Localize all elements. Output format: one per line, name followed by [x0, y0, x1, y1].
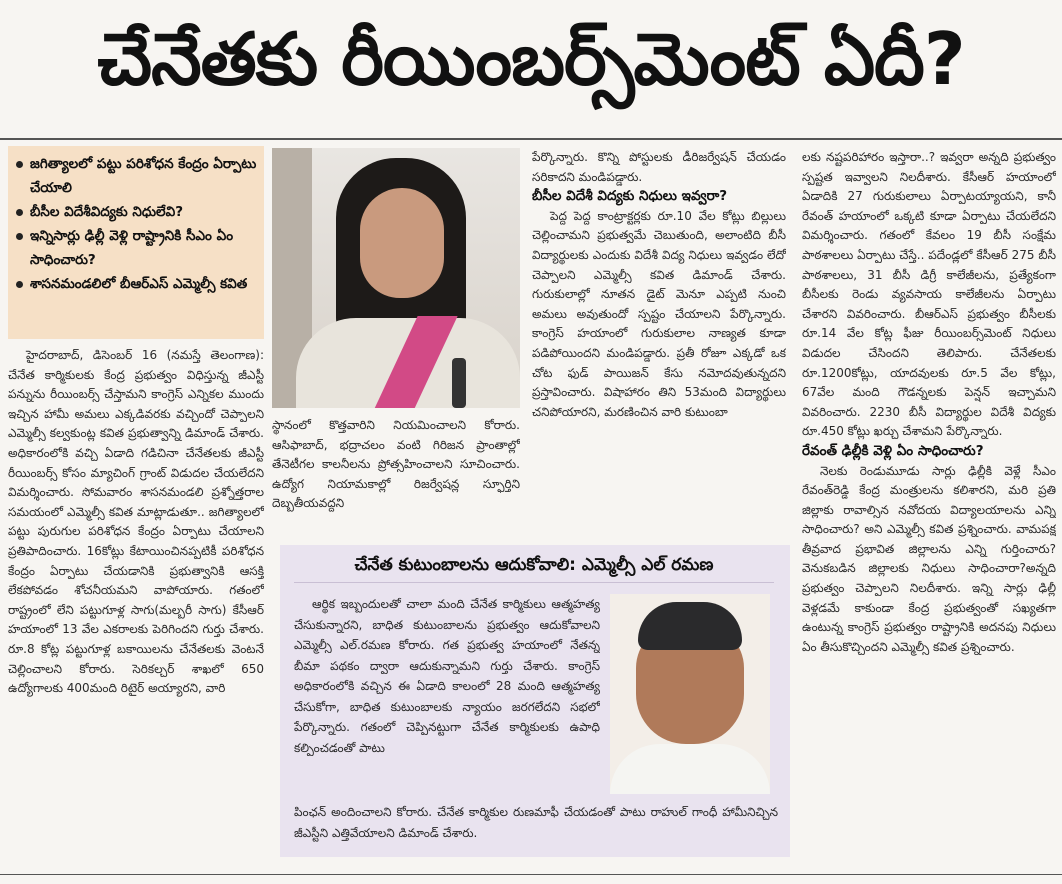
highlights-box — [8, 146, 264, 339]
subheading: రేవంత్ ఢిల్లీకి వెళ్లి ఏం సాధించారు? — [802, 442, 984, 459]
highlight-item: బీసీల విదేశీవిద్యకు నిధులేవి? — [14, 200, 258, 224]
highlight-item: శాసనమండలిలో బీఆర్ఎస్ ఎమ్మెల్సీ కవిత — [14, 272, 258, 296]
bottom-rule — [0, 874, 1062, 875]
sidebar-box-body — [294, 594, 600, 800]
article-body: స్థానంలో కొత్తవారిని నియమించాలని కోరారు. ఆసిఫాబాద్, భద్రాచలం వంటి గిరిజన ప్రాంతాల్లో తేనెటీగల కాలనీలను ప్రోత్సహించాలని సూచించారు. ఉద్యోగ నియామకాల్లో రిజర్వేషన్ల స్ఫూర్తిని దెబ్బతీయవద్దని — [272, 418, 520, 511]
article-column-2 — [272, 416, 520, 540]
ramana-photo — [610, 594, 770, 794]
article-body: పెద్ద పెద్ద కాంట్రాక్టర్లకు రూ.10 వేల కోట్లు బిల్లులు చెల్లించామని ప్రభుత్వమే చెబుతుంది, అలాంటిది బీసీ విద్యార్థులకు ఎందుకు విదేశీ విద్య నిధులు ఇవ్వడం లేదో చెప్పాలని ఎమ్మెల్సీ కవిత డిమాండ్ చేశారు. గురుకులాల్లో నూతన డైట్ మెనూ ఎప్పటి నుంచి అమలు అవుతుందో స్పష్టం చేయాలని పేర్కొన్నారు. కాంగ్రెస్ హయాంలో గురుకులాల నాణ్యత కూడా పడిపోయిందని మండిపడ్డారు. ప్రతీ రోజూ ఎక్కడో ఒక చోట ఫుడ్ పాయిజన్ కేసు నమోదవుతున్నదని ప్రస్తావించారు. విషాహారం తిని 53మంది విద్యార్థులు చనిపోయారని, మరణించిన వారి కుటుంబా — [532, 208, 786, 419]
headline: చేనేతకు రీయింబర్స్‌మెంట్ ఏదీ? — [97, 17, 965, 101]
highlight-item: ఇన్నిసార్లు ఢిల్లీ వెళ్లి రాష్ట్రానికి సీఎం ఏం సాధించారు? — [14, 224, 258, 272]
article-body: పేర్కొన్నారు. కొన్ని పోస్టులకు డీరిజర్వేషన్ చేయడం సరికాదని మండిపడ్డారు. — [532, 150, 786, 184]
article-column-1 — [8, 346, 264, 866]
sidebar-box-text: ఆర్థిక ఇబ్బందులతో చాలా మంది చేనేత కార్మికులు ఆత్మహత్య చేసుకున్నారని, బాధిత కుటుంబాలను ప్రభుత్వం ఆదుకోవాలని ఎమ్మెల్సీ ఎల్.రమణ కోరారు. గత ప్రభుత్వ హయాంలో నేతన్న బీమా పథకం ద్వారా ఆదుకున్నామని గుర్తు చేశారు. కాంగ్రెస్ అధికారంలోకి వచ్చిన ఈ ఏడాది కాలంలో 28 మంది ఆత్మహత్య చేసుకోగా, బాధిత కుటుంబాలకు న్యాయం జరగలేదని సభలో పేర్కొన్నారు. గతంలో చెప్పినట్టుగా చేనేత కార్మికులకు ఉపాధి కల్పించడంతో పాటు — [294, 597, 600, 755]
subheading: బీసీల విదేశీ విద్యకు నిధులు ఇవ్వరా? — [532, 188, 728, 205]
article-body: లకు నష్టపరిహారం ఇస్తారా..? ఇవ్వరా అన్నది ప్రభుత్వం స్పష్టత ఇవ్వాలని నిలదీశారు. కేసీఆర్ హయాంలో ఏడాదికి 27 గురుకులాలు ఏర్పాటయ్యాయని, కానీ రేవంత్ హయాంలో ఒక్కటి కూడా ఏర్పాటు చేయలేదని విమర్శించారు. గతంలో కేవలం 19 బీసీ సంక్షేమ పాఠశాలలు ఏర్పాటు చేస్తే.. పదేండ్లలో కేసీఆర్ 275 బీసీ పాఠశాలలు, 31 బీసీ డిగ్రీ కాలేజీలను, ప్రత్యేకంగా బీసీలకు రెండు వ్యవసాయ కాలేజీలను ఏర్పాటు చేశారని వివరించారు. బీఆర్ఎస్ ప్రభుత్వం బీసీలకు రూ.14 వేల కోట్ల ఫీజు రీయింబర్స్‌మెంట్ నిధులు విడుదల చేసిందని తెలిపారు. చేనేతలకు రూ.1200కోట్లు, యాదవులకు రూ.5 వేల కోట్లు, 67వేల మంది గౌడన్నలకు పెన్షన్ ఇచ్చామని వివరించారు. 2230 బీసీ విద్యార్థుల విదేశీ విద్యకు రూ.450 కోట్లు ఖర్చు చేశామని పేర్కొన్నారు. — [802, 150, 1056, 439]
sidebar-box-text: పింఛన్ అందించాలని కోరారు. చేనేత కార్మికుల రుణమాఫీ చేయడంతో పాటు రాహుల్ గాంధీ హామీనిచ్చిన జీఎస్టీని ఎత్తివేయాలని డిమాండ్ చేశారు. — [294, 805, 778, 840]
headline-divider — [0, 138, 1062, 140]
article-body: హైదరాబాద్, డిసెంబర్ 16 (నమస్తే తెలంగాణ): చేనేత కార్మికులకు కేంద్ర ప్రభుత్వం విధిస్తున్న జీఎస్టీ పన్నును రీయింబర్స్ చేస్తామని కాంగ్రెస్ ఎన్నికల ముందు ఇచ్చిన హామీ అమలు ఎక్కడివరకు వచ్చిందో చెప్పాలని ఎమ్మెల్సీ కల్వకుంట్ల కవిత ప్రభుత్వాన్ని డిమాండ్ చేశారు. అధికారంలోకి వచ్చి ఏడాది గడిచినా చేనేతలకు జీఎస్టీ రీయింబర్స్ కోసం మ్యాచింగ్ గ్రాంట్ విడుదల చేయలేదని విమర్శించారు. సోమవారం శాసనమండలి ప్రశ్నోత్తరాల సమయంలో ఎమ్మెల్సీ కవిత మాట్లాడుతూ.. జగిత్యాలలో పట్టు పురుగుల పరిశోధన కేంద్రం ఏర్పాటు చేయాలని ప్రతిపాదించారు. 16కోట్లు కేటాయించినప్పటికీ పరిశోధన కేంద్రం ఏర్పాటు చేయడానికి ప్రభుత్వానికి ఆసక్తి లేకపోవడం శోచనీయమని వాపోయారు. గతంలో రాష్ట్రంలో లేని పట్టుగూళ్ల సాగు(మల్బరీ సాగు) కేసీఆర్ హయాంలో 13 వేల ఎకరాలకు పెరిగిందని గుర్తు చేశారు. రూ.8 కోట్ల పట్టుగూళ్ల బకాయిలను చేనేతలకు వెంటనే చెల్లించాలని కోరారు. సెరికల్చర్ శాఖలో 650 ఉద్యోగాలకు 400మంది రిటైర్ అయ్యారని, వారి — [8, 348, 264, 696]
highlight-item: జగిత్యాలలో పట్టు పరిశోధన కేంద్రం ఏర్పాటు చేయాలి — [14, 152, 258, 200]
article-column-4 — [802, 148, 1056, 868]
kavitha-photo — [272, 148, 520, 408]
sidebar-box-body-wide — [294, 802, 778, 848]
article-column-3 — [532, 148, 786, 540]
sidebar-box-title: చేనేత కుటుంబాలను ఆదుకోవాలి: ఎమ్మెల్సీ ఎల్ రమణ — [294, 552, 774, 583]
article-body: నెలకు రెండుమూడు సార్లు ఢిల్లీకి వెళ్లే సీఎం రేవంత్‌రెడ్డి కేంద్ర మంత్రులను కలిశారని, మరి ప్రతి జిల్లాకు రావాల్సిన నవోదయ విద్యాలయాలను ఎన్ని సాధించారు? అని ఎమ్మెల్సీ కవిత ప్రశ్నించారు. వామపక్ష తీవ్రవాద ప్రభావిత జిల్లాలను ఎన్ని గుర్తించారు? వెనుకబడిన జిల్లాలకు నిధులు సాధించారా?అన్నది ప్రభుత్వం చెప్పాలని నిలదీశారు. ఇన్ని సార్లు ఢిల్లీ వెళ్లడమే కాకుండా కేంద్ర ప్రభుత్వంతో సఖ్యతగా ఉంటున్న కాంగ్రెస్ ప్రభుత్వం రాష్ట్రానికి అదనపు నిధులు ఏం తీసుకొచ్చిందని ఎమ్మెల్సీ కవిత ప్రశ్నించారు. — [802, 463, 1056, 654]
